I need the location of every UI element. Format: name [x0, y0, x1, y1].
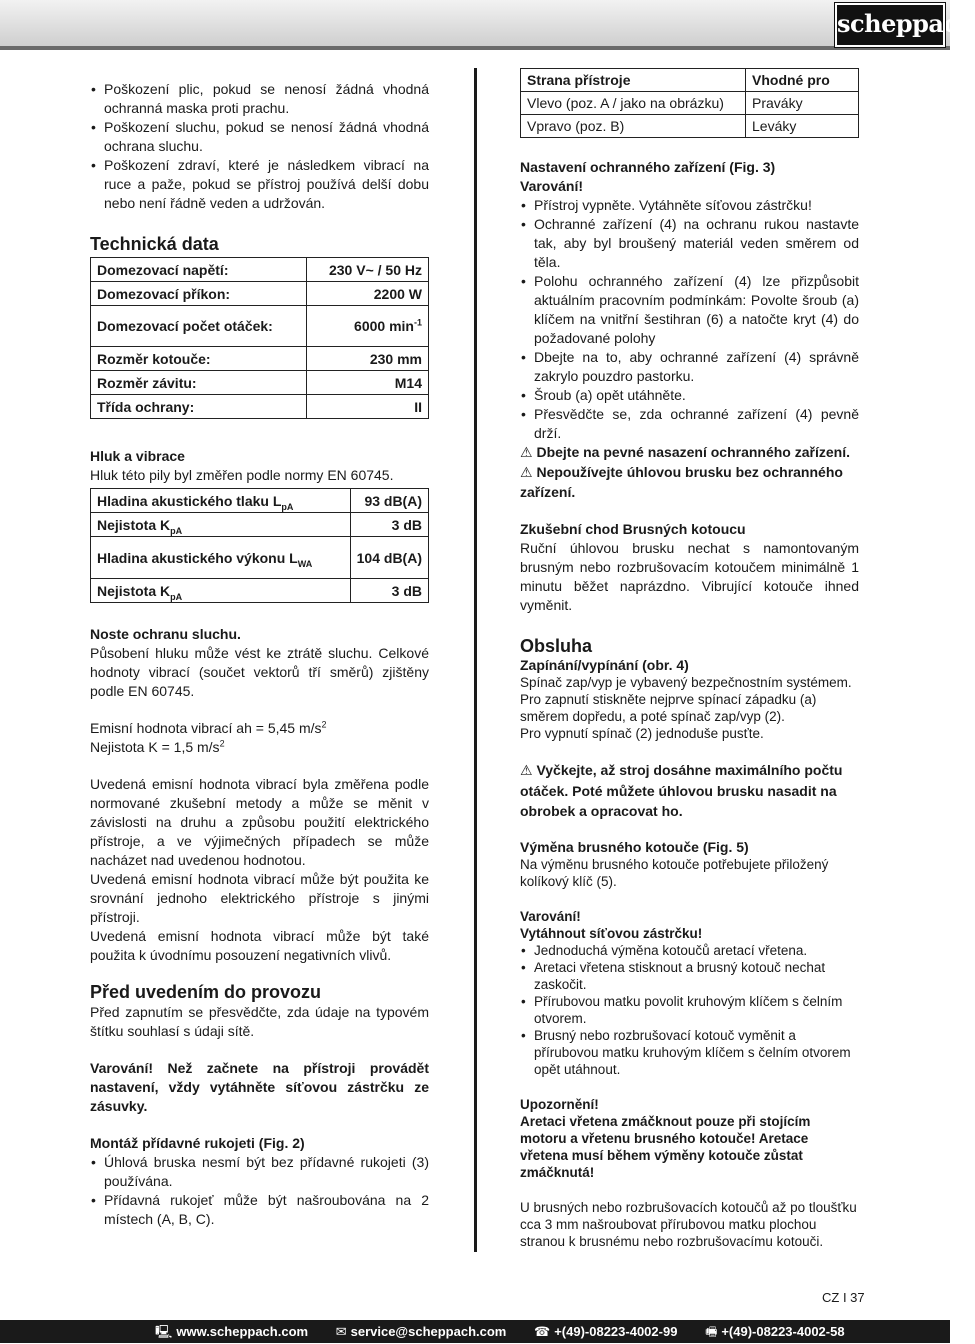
- tech-data-table: [90, 257, 429, 419]
- list-item: • Úhlová bruska nesmí být bez přídavné rukojeti (3) používána.: [90, 1153, 429, 1191]
- operation-heading: Obsluha: [520, 636, 593, 656]
- left-column: [90, 80, 429, 1229]
- final-text: U brusných nebo rozbrušovacích kotoučů až po tloušťku cca 3 mm našroubovat přírubovou matku plochou stranou k brusnému nebo rozbrušovacímu kotouči.: [520, 1200, 857, 1249]
- vibration-value: Emisní hodnota vibrací ah = 5,45 $m/s^2$: [90, 719, 327, 736]
- table-cell-label: Rozměr závitu:: [91, 371, 307, 395]
- side-table: [520, 68, 859, 138]
- list-item: • Šroub (a) opět utáhněte.: [520, 386, 859, 405]
- table-header-cell: Strana přístroje: [521, 69, 746, 92]
- noise-intro: Hluk této pily byl změřen podle normy EN 60745.: [90, 467, 394, 483]
- list-item: • Jednoduchá výměna kotoučů aretací vřetena.: [520, 942, 859, 959]
- intro-bullet-list: [90, 80, 429, 213]
- switch-text: Pro vypnutí spínač (2) jednoduše pusťte.: [520, 726, 764, 741]
- phone-icon: ☎: [534, 1325, 551, 1340]
- table-row: [91, 347, 429, 371]
- footer-web[interactable]: 🖳 www.scheppach.com: [155, 1324, 309, 1340]
- table-cell: Praváky: [746, 92, 859, 115]
- test-run-heading: Zkušební chod Brusných kotoucu: [520, 521, 746, 537]
- table-cell: Vlevo (poz. A / jako na obrázku): [521, 92, 746, 115]
- table-cell-value: 230 V~ / 50 Hz: [307, 258, 429, 282]
- table-row: [521, 92, 859, 115]
- page-footer: [0, 1320, 950, 1343]
- table-cell-label: Hladina akustického tlaku $L_{pA}$: [91, 489, 351, 513]
- table-cell-value: 104 dB(A): [350, 537, 428, 579]
- switch-heading: Zapínání/vypínání (obr. 4): [520, 657, 689, 673]
- notice-text: Aretaci vřetena zmáčknout pouze při stojícím motoru a vřetenu brusného kotouče! Aretace vřetena musí během výměny kotouče zůstat zmáčknutá!: [520, 1114, 811, 1180]
- guard-bullet-list: [520, 196, 859, 443]
- table-cell-label: Nejistota $K_{pA}$: [91, 513, 351, 537]
- guard-warning: Varování!: [520, 178, 584, 194]
- footer-phone: ☎ +(49)-08223-4002-99: [534, 1324, 678, 1340]
- disc-warning: Vytáhnout síťovou zástrčku!: [520, 926, 703, 941]
- warning-icon: ⚠: [520, 763, 533, 779]
- vibration-uncertainty: Nejistota K = 1,5 $m/s^2$: [90, 738, 225, 755]
- table-row: [91, 489, 429, 513]
- list-item: • Ochranné zařízení (4) na ochranu rukou nastavte tak, aby byl broušený materiál veden směrem od těla.: [520, 215, 859, 272]
- list-item: • Aretaci vřetena stisknout a brusný kotouč nechat zaskočit.: [520, 959, 859, 993]
- handle-heading: Montáž přídavné rukojeti (Fig. 2): [90, 1135, 305, 1151]
- table-row: [91, 395, 429, 419]
- before-use-text: Před zapnutím se přesvědčte, zda údaje na typovém štítku souhlasí s údaji sítě.: [90, 1004, 429, 1039]
- handle-bullet-list: [90, 1153, 429, 1229]
- tech-data-heading: Technická data: [90, 234, 219, 254]
- before-use-heading: Před uvedením do provozu: [90, 982, 322, 1002]
- page-number: CZ I 37: [822, 1290, 865, 1305]
- table-row: [91, 258, 429, 282]
- fax-icon: 🖷: [705, 1325, 718, 1340]
- table-cell-value: 3 dB: [350, 513, 428, 537]
- disc-bullet-list: [520, 942, 859, 1078]
- table-cell-label: Nejistota $K_{pA}$: [91, 579, 351, 603]
- table-row: [91, 282, 429, 306]
- table-cell-label: Třída ochrany:: [91, 395, 307, 419]
- table-cell-label: Hladina akustického výkonu $L_{WA}$: [91, 537, 351, 579]
- table-cell-value: 3 dB: [350, 579, 428, 603]
- before-use-warning: Varování! Než začnete na přístroji provádět nastavení, vždy vytáhněte síťovou zástrčku ze zásuvky.: [90, 1060, 429, 1114]
- hearing-text: Působení hluku může vést ke ztrátě sluchu. Celkové hodnoty vibrací (součet vektorů tří směrů) zjištěny podle EN 60745.: [90, 645, 429, 699]
- table-row: [91, 537, 429, 579]
- guard-note: ⚠ Nepoužívejte úhlovou brusku bez ochranného zařízení.: [520, 464, 843, 500]
- noise-table: [90, 488, 429, 603]
- table-cell-label: Domezovací napětí:: [91, 258, 307, 282]
- hearing-heading: Noste ochranu sluchu.: [90, 626, 241, 642]
- list-item: • Brusný nebo rozbrušovací kotouč vyměnit a přírubovou matku kruhovým klíčem s čelním otvorem opět utáhnout.: [520, 1027, 859, 1078]
- right-column: [520, 68, 859, 1250]
- table-row: [91, 306, 429, 347]
- noise-heading: Hluk a vibrace: [90, 448, 185, 464]
- table-cell: Vpravo (poz. B): [521, 115, 746, 138]
- test-run-text: Ruční úhlovou brusku nechat s namontovaným brusným nebo rozbrušovacím kotoučem minimálně 1 minutu běžet naprázdno. Vibrující kotouče ihned vyměnit.: [520, 540, 859, 613]
- footer-fax: 🖷 +(49)-08223-4002-58: [705, 1324, 845, 1340]
- vibration-paragraph: Uvedená emisní hodnota vibrací byla změřena podle normované zkušební metody a může se měnit v závislosti na druhu a způsobu použití elektrického přístroje, a ve výjimečných případech se může nacházet nad uvedenou hodnotou.: [90, 776, 429, 868]
- disc-warning: Varování!: [520, 909, 581, 924]
- table-cell-value: 230 mm: [307, 347, 429, 371]
- table-row: [91, 513, 429, 537]
- column-divider: [474, 68, 477, 1252]
- guard-note: ⚠ Dbejte na pevné nasazení ochranného zařízení.: [520, 444, 850, 461]
- switch-text: Pro zapnutí stiskněte nejprve spínací západku (a) směrem dopředu, a poté spínač zap/vyp (2).: [520, 692, 817, 724]
- list-item: • Přístroj vypněte. Vytáhněte síťovou zástrčku!: [520, 196, 859, 215]
- table-header-row: [521, 69, 859, 92]
- table-cell-label: Domezovací příkon:: [91, 282, 307, 306]
- vibration-paragraph: Uvedená emisní hodnota vibrací může být použita ke srovnání jednoho elektrického přístroje s jinými přístroji.: [90, 871, 429, 925]
- guard-heading: Nastavení ochranného zařízení (Fig. 3): [520, 159, 776, 175]
- list-item: • Poškození plic, pokud se nenosí žádná vhodná ochranná maska proti prachu.: [90, 80, 429, 118]
- wait-warning: ⚠ Vyčkejte, až stroj dosáhne maximálního počtu otáček. Poté můžete úhlovou brusku nasadit na obrobek a opracovat ho.: [520, 762, 843, 819]
- table-cell-value: 93 dB(A): [350, 489, 428, 513]
- computer-icon: 🖳: [155, 1325, 173, 1340]
- table-row: [521, 115, 859, 138]
- table-cell-value: 2200 W: [307, 282, 429, 306]
- warning-icon: ⚠: [520, 445, 533, 461]
- list-item: • Přesvědčte se, zda ochranné zařízení (4) pevně drží.: [520, 405, 859, 443]
- switch-text: Spínač zap/vyp je vybavený bezpečnostním systémem.: [520, 675, 852, 690]
- list-item: • Dbejte na to, aby ochranné zařízení (4) správně zakrylo pouzdro pastorku.: [520, 348, 859, 386]
- table-cell-value: M14: [307, 371, 429, 395]
- table-row: [91, 579, 429, 603]
- footer-email[interactable]: ✉ service@scheppach.com: [335, 1324, 507, 1340]
- table-cell-value: 6000 $\min^{-1}$: [307, 306, 429, 347]
- table-header-cell: Vhodné pro: [746, 69, 859, 92]
- disc-change-text: Na výměnu brusného kotouče potřebujete přiložený kolíkový klíč (5).: [520, 857, 829, 889]
- table-cell-label: Domezovací počet otáček:: [91, 306, 307, 347]
- page-header: [0, 0, 975, 50]
- list-item: • Poškození zdraví, které je následkem vibrací na ruce a paže, pokud se přístroj používá delší dobu nebo není řádně veden a udržován.: [90, 156, 429, 213]
- disc-change-heading: Výměna brusného kotouče (Fig. 5): [520, 839, 749, 855]
- warning-icon: ⚠: [520, 465, 533, 481]
- vibration-paragraph: Uvedená emisní hodnota vibrací může být také použita k úvodnímu posouzení negativních vlivů.: [90, 928, 429, 963]
- mail-icon: ✉: [335, 1325, 347, 1340]
- table-cell-label: Rozměr kotouče:: [91, 347, 307, 371]
- list-item: • Přírubovou matku povolit kruhovým klíčem s čelním otvorem.: [520, 993, 859, 1027]
- list-item: • Polohu ochranného zařízení (4) lze přizpůsobit aktuálním pracovním podmínkám: Povolte šroub (a) klíčem na vnitřní šestihran (6) a natočte kryt (4) do požadované polohy: [520, 272, 859, 348]
- table-cell-value: II: [307, 395, 429, 419]
- table-row: [91, 371, 429, 395]
- notice-heading: Upozornění!: [520, 1097, 599, 1112]
- brand-logo: scheppach: [835, 3, 945, 47]
- list-item: • Poškození sluchu, pokud se nenosí žádná vhodná ochrana sluchu.: [90, 118, 429, 156]
- list-item: • Přídavná rukojeť může být našroubována na 2 místech (A, B, C).: [90, 1191, 429, 1229]
- table-cell: Leváky: [746, 115, 859, 138]
